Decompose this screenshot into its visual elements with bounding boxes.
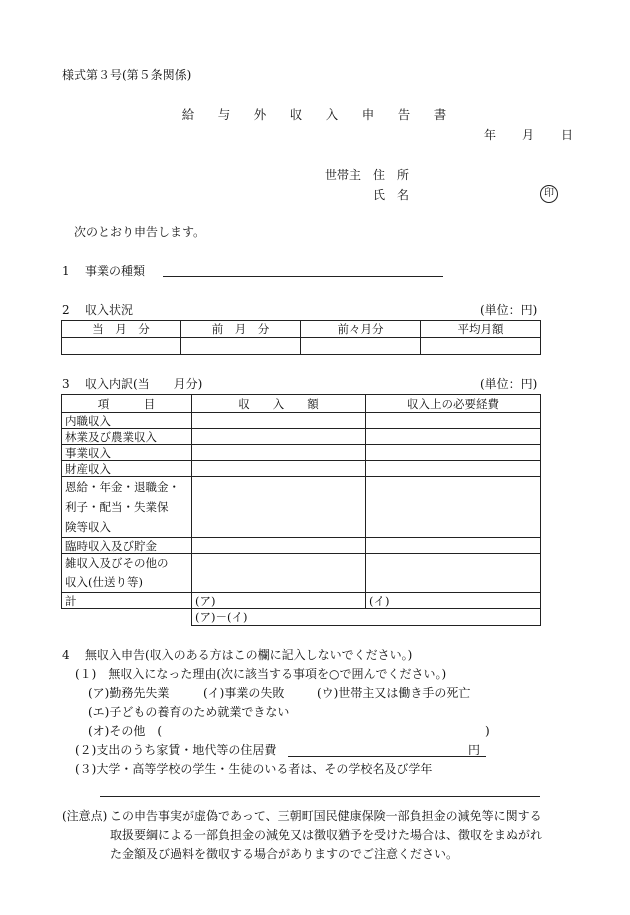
housing-cost-unit: 円 [468, 743, 481, 757]
option-other-close: ) [485, 724, 490, 738]
address-label: 住 所 [373, 168, 410, 182]
item-line: 収入(仕送り等) [65, 575, 143, 589]
option-other: (オ)その他 ( [88, 724, 163, 738]
cell-two-months-ago [301, 338, 421, 355]
header-previous-month: 前 月 分 [181, 321, 301, 338]
note-divider [100, 796, 540, 797]
title-char: 給 [181, 107, 195, 122]
section1-number: 1 [62, 264, 70, 278]
business-type-line [163, 276, 443, 277]
title-char: 書 [433, 107, 447, 122]
section3-label: 収入内訳(当 月分) [85, 377, 203, 391]
item-temporary-savings: 臨時収入及び貯金 [62, 538, 192, 554]
household-head-label: 世帯主 [325, 168, 362, 182]
section2-label: 収入状況 [85, 303, 134, 317]
item-pension-interest [62, 477, 192, 538]
option-breadwinner-death: (ウ)世帯主又は働き手の死亡 [317, 686, 471, 700]
total-label: 計 [62, 593, 192, 609]
item-forestry-agriculture: 林業及び農業収入 [62, 429, 192, 445]
note-line-1: この申告事実が虚偽であって、三朝町国民健康保険一部負担金の減免等に関する [110, 809, 542, 823]
section2-number: 2 [62, 303, 70, 317]
item-line: 雑収入及びその他の [65, 556, 169, 570]
school-info-label: (３)大学・高等学校の学生・生徒のいる者は、その学校名及び学年 [75, 762, 433, 776]
option-unemployment: (ア)勤務先失業 [88, 686, 170, 700]
section3-number: 3 [62, 377, 70, 391]
item-line: 恩給・年金・退職金・ [65, 480, 180, 494]
note-label: (注意点) [62, 809, 108, 823]
total-b: (イ) [366, 593, 541, 609]
total-a: (ア) [192, 593, 366, 609]
section4-label: 無収入申告(収入のある方はこの欄に記入しないでください。) [85, 648, 413, 662]
section2-unit: (単位：円) [480, 303, 538, 317]
title-char: 入 [325, 107, 339, 122]
item-misc-other [62, 554, 192, 593]
income-status-table [61, 320, 541, 355]
header-item: 項 目 [62, 395, 192, 413]
note-line-2: 取扱要綱による一部負担金の減免又は徴収猶予を受けた場合は、徴収をまぬがれ [110, 828, 543, 842]
income-breakdown-table [61, 394, 541, 626]
name-label: 氏 名 [373, 188, 410, 202]
header-monthly-average: 平均月額 [421, 321, 541, 338]
title-char: 申 [361, 107, 375, 122]
note-line-3: た金額及び過料を徴収する場合がありますのでご注意ください。 [110, 847, 459, 861]
seal-mark: 印 [540, 185, 558, 203]
cell-previous-month [181, 338, 301, 355]
header-current-month: 当 月 分 [62, 321, 181, 338]
title-char: 収 [289, 107, 303, 122]
form-number: 様式第３号(第５条関係) [62, 68, 192, 82]
section4-number: 4 [62, 648, 70, 662]
intro-text: 次のとおり申告します。 [74, 225, 206, 239]
header-necessary-expenses: 収入上の必要経費 [366, 395, 541, 413]
date-month-label: 月 [522, 128, 535, 142]
section1-label: 事業の種類 [85, 264, 146, 278]
title-char: 与 [217, 107, 231, 122]
item-line: 険等収入 [65, 520, 111, 534]
form-title [170, 108, 458, 122]
net-income: (ア)－(イ) [192, 609, 541, 626]
section3-unit: (単位：円) [480, 377, 538, 391]
housing-cost-line [288, 756, 486, 757]
option-business-failure: (イ)事業の失敗 [203, 686, 285, 700]
no-income-reason: (１) 無収入になった理由(次に該当する事項を○で囲んでください。) [75, 667, 447, 681]
date-day-label: 日 [561, 128, 574, 142]
housing-cost-label: (２)支出のうち家賃・地代等の住居費 [75, 743, 277, 757]
header-income-amount: 収 入 額 [192, 395, 366, 413]
item-side-job: 内職収入 [62, 413, 192, 429]
option-childcare: (エ)子どもの養育のため就業できない [88, 705, 290, 719]
item-business: 事業収入 [62, 445, 192, 461]
date-year-label: 年 [484, 128, 497, 142]
cell-monthly-average [421, 338, 541, 355]
cell-current-month [62, 338, 181, 355]
header-two-months-ago: 前々月分 [301, 321, 421, 338]
title-char: 告 [397, 107, 411, 122]
item-line: 利子・配当・失業保 [65, 500, 169, 514]
title-char: 外 [253, 107, 267, 122]
item-property: 財産収入 [62, 461, 192, 477]
